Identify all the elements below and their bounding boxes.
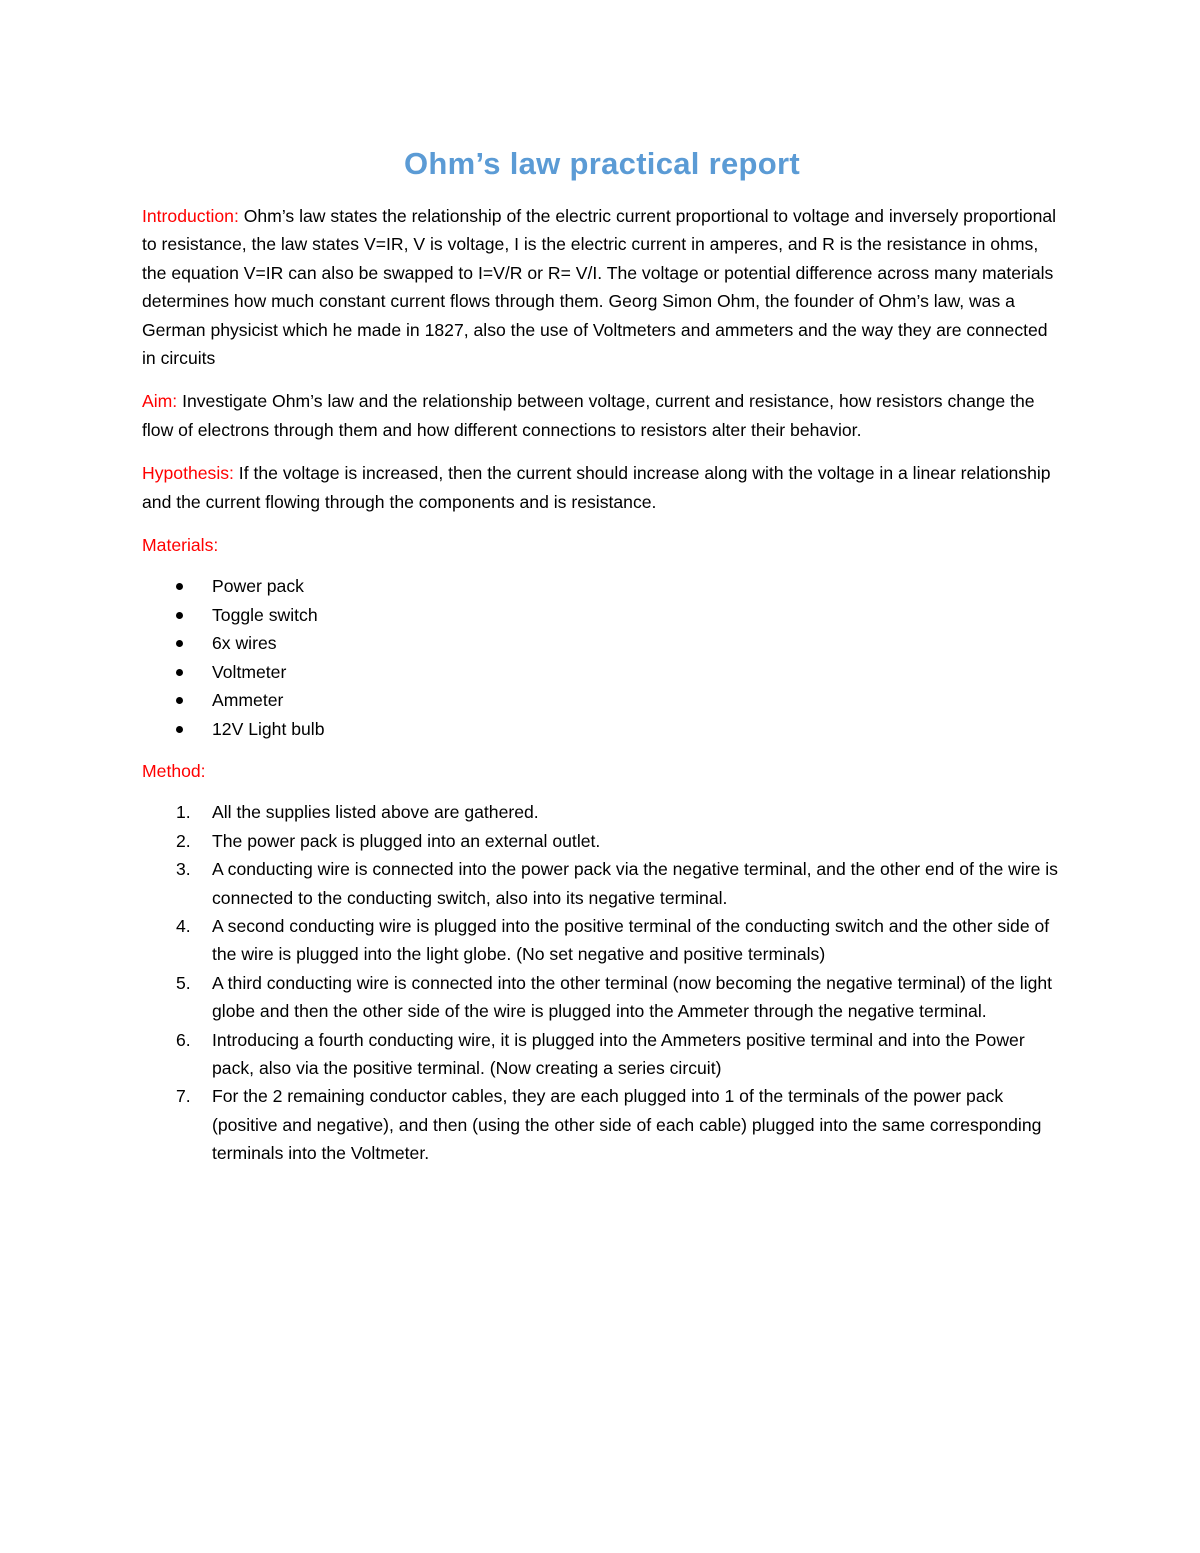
bullet-icon	[176, 697, 183, 704]
aim-text: Investigate Ohm’s law and the relationship between voltage, current and resistance, how resistors change the flow of electrons through them and how different connections to resistors alter their behavior.	[142, 391, 1035, 440]
step-text: Introducing a fourth conducting wire, it is plugged into the Ammeters positive terminal and into the Power pack, also via the positive terminal. (Now creating a series circuit)	[212, 1029, 1025, 1078]
step-number: 7.	[176, 1086, 191, 1107]
aim-paragraph	[142, 387, 1062, 444]
step-text: The power pack is plugged into an external outlet.	[212, 830, 601, 851]
list-item	[142, 572, 1062, 600]
introduction-text: Ohm’s law states the relationship of the electric current proportional to voltage and inversely proportional to resistance, the law states V=IR, V is voltage, I is the electric current in amperes, and R is the resistance in ohms, the equation V=IR can also be swapped to I=V/R or R= V/I. The voltage or potential difference across many materials determines how much constant current flows through them. Georg Simon Ohm, the founder of Ohm’s law, was a German physicist which he made in 1827, also the use of Voltmeters and ammeters and the way they are connected in circuits	[142, 206, 1057, 369]
bullet-icon	[176, 640, 183, 647]
list-item	[142, 715, 1062, 743]
step-text: For the 2 remaining conductor cables, they are each plugged into 1 of the terminals of the power pack (positive and negative), and then (using the other side of each cable) plugged into the same corresponding terminals into the Voltmeter.	[212, 1086, 1042, 1164]
hypothesis-label: Hypothesis:	[142, 463, 234, 484]
list-item	[142, 629, 1062, 657]
materials-list	[142, 572, 1062, 742]
introduction-label: Introduction:	[142, 206, 239, 226]
material-item-text: Voltmeter	[212, 661, 287, 682]
method-list	[142, 798, 1062, 1167]
material-item-text: 12V Light bulb	[212, 718, 325, 739]
list-item	[142, 912, 1062, 969]
list-item	[142, 1082, 1062, 1167]
step-number: 1.	[176, 802, 191, 823]
list-item	[142, 658, 1062, 686]
aim-label: Aim:	[142, 391, 178, 412]
step-number: 2.	[176, 830, 191, 851]
list-item	[142, 1026, 1062, 1083]
step-number: 6.	[176, 1029, 191, 1050]
document-content	[142, 140, 1062, 1168]
list-item	[142, 601, 1062, 629]
material-item-text: Toggle switch	[212, 604, 318, 625]
list-item	[142, 855, 1062, 912]
step-text: All the supplies listed above are gathered.	[212, 802, 539, 823]
bullet-icon	[176, 669, 183, 676]
introduction-paragraph	[142, 202, 1062, 372]
method-heading: Method:	[142, 760, 206, 781]
bullet-icon	[176, 612, 183, 619]
list-item	[142, 798, 1062, 826]
step-text: A second conducting wire is plugged into the positive terminal of the conducting switch and the other side of the wire is plugged into the light globe. (No set negative and positive terminals)	[212, 915, 1050, 965]
hypothesis-paragraph	[142, 459, 1062, 516]
step-number: 3.	[176, 859, 191, 880]
list-item	[142, 686, 1062, 714]
page-title: Ohm’s law practical report	[404, 146, 800, 181]
step-text: A conducting wire is connected into the power pack via the negative terminal, and the other end of the wire is connected to the conducting switch, also into its negative terminal.	[212, 859, 1058, 908]
bullet-icon	[176, 583, 183, 590]
material-item-text: Power pack	[212, 576, 304, 597]
list-item	[142, 827, 1062, 855]
material-item-text: 6x wires	[212, 633, 277, 654]
step-number: 4.	[176, 915, 191, 936]
material-item-text: Ammeter	[212, 690, 284, 711]
step-text: A third conducting wire is connected into the other terminal (now becoming the negative terminal) of the light globe and then the other side of the wire is plugged into the Ammeter through the negative terminal.	[212, 972, 1053, 1022]
bullet-icon	[176, 726, 183, 733]
step-number: 5.	[176, 972, 191, 993]
list-item	[142, 969, 1062, 1026]
hypothesis-text: If the voltage is increased, then the current should increase along with the voltage in a linear relationship and the current flowing through the components and is resistance.	[142, 463, 1051, 512]
materials-heading: Materials:	[142, 535, 219, 556]
